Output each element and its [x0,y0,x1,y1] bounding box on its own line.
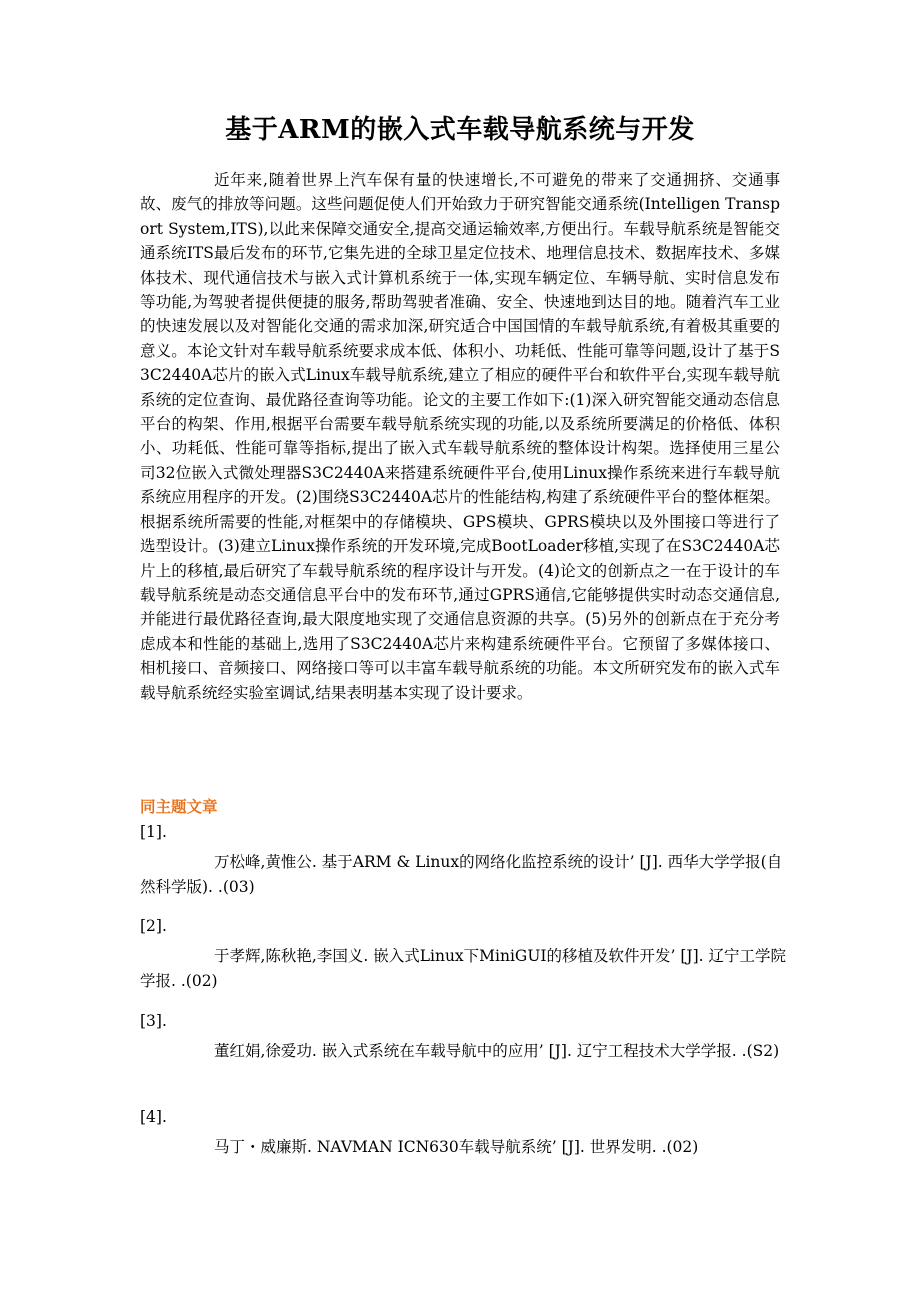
reference-item [140,914,790,993]
document-title: 基于ARM的嵌入式车载导航系统与开发 [225,115,695,145]
reference-number: [3]. [140,1012,167,1030]
reference-citation: 万松峰,黄惟公. 基于ARM & Linux的网络化监控系统的设计’ [J]. 西华大学学报(自然科学版). .(03) [140,853,783,896]
reference-citation: 马丁・威廉斯. NAVMAN ICN630车载导航系统’ [J]. 世界发明. .(02) [214,1138,699,1157]
related-articles-heading[interactable]: 同主题文章 [140,798,218,816]
reference-item [140,820,790,899]
reference-citation: 于孝辉,陈秋艳,李国义. 嵌入式Linux下MiniGUI的移植及软件开发’ [J]. 辽宁工学院学报. .(02) [140,947,787,990]
reference-citation: 董红娟,徐爱功. 嵌入式系统在车载导航中的应用’ [J]. 辽宁工程技术大学学报. .(S2) [214,1042,780,1061]
reference-number: [4]. [140,1108,167,1126]
reference-item [140,1105,790,1160]
abstract-paragraph: 近年来,随着世界上汽车保有量的快速增长,不可避免的带来了交通拥挤、交通事故、废气的排放等问题。这些问题促使人们开始致力于研究智能交通系统(Intelligen Transport System,ITS),以此来保障交通安全,提高交通运输效率,方便出行。车载导航系统是智能交通系统ITS最后发布的环节,它集先进的全球卫星定位技术、地理信息技术、数据库技术、多媒体技术、现代通信技术与嵌入式计算机系统于一体,实现车辆定位、车辆导航、实时信息发布等功能,为驾驶者提供便捷的服务,帮助驾驶者准确、安全、快速地到达目的地。随着汽车工业的快速发展以及对智能化交通的需求加深,研究适合中国国情的车载导航系统,有着极其重要的意义。本论文针对车载导航系统要求成本低、体积小、功耗低、性能可靠等问题,设计了基于S3C2440A芯片的嵌入式Linux车载导航系统,建立了相应的硬件平台和软件平台,实现车载导航系统的定位查询、最优路径查询等功能。论文的主要工作如下:(1)深入研究智能交通动态信息平台的构架、作用,根据平台需要车载导航系统实现的功能,以及系统所要满足的价格低、体积小、功耗低、性能可靠等指标,提出了嵌入式车载导航系统的整体设计构架。选择使用三星公司32位嵌入式微处理器S3C2440A来搭建系统硬件平台,使用Linux操作系统来进行车载导航系统应用程序的开发。(2)围绕S3C2440A芯片的性能结构,构建了系统硬件平台的整体框架。根据系统所需要的性能,对框架中的存储模块、GPS模块、GPRS模块以及外围接口等进行了选型设计。(3)建立Linux操作系统的开发环境,完成BootLoader移植,实现了在S3C2440A芯片上的移植,最后研究了车载导航系统的程序设计与开发。(4)论文的创新点之一在于设计的车载导航系统是动态交通信息平台中的发布环节,通过GPRS通信,它能够提供实时动态交通信息,并能进行最优路径查询,最大限度地实现了交通信息资源的共享。(5)另外的创新点在于充分考虑成本和性能的基础上,选用了S3C2440A芯片来构建系统硬件平台。它预留了多媒体接口、相机接口、音频接口、网络接口等可以丰富车载导航系统的功能。本文所研究发布的嵌入式车载导航系统经实验室调试,结果表明基本实现了设计要求。 [140,171,780,702]
reference-number: [1]. [140,823,167,841]
reference-number: [2]. [140,917,167,935]
reference-item [140,1009,790,1064]
